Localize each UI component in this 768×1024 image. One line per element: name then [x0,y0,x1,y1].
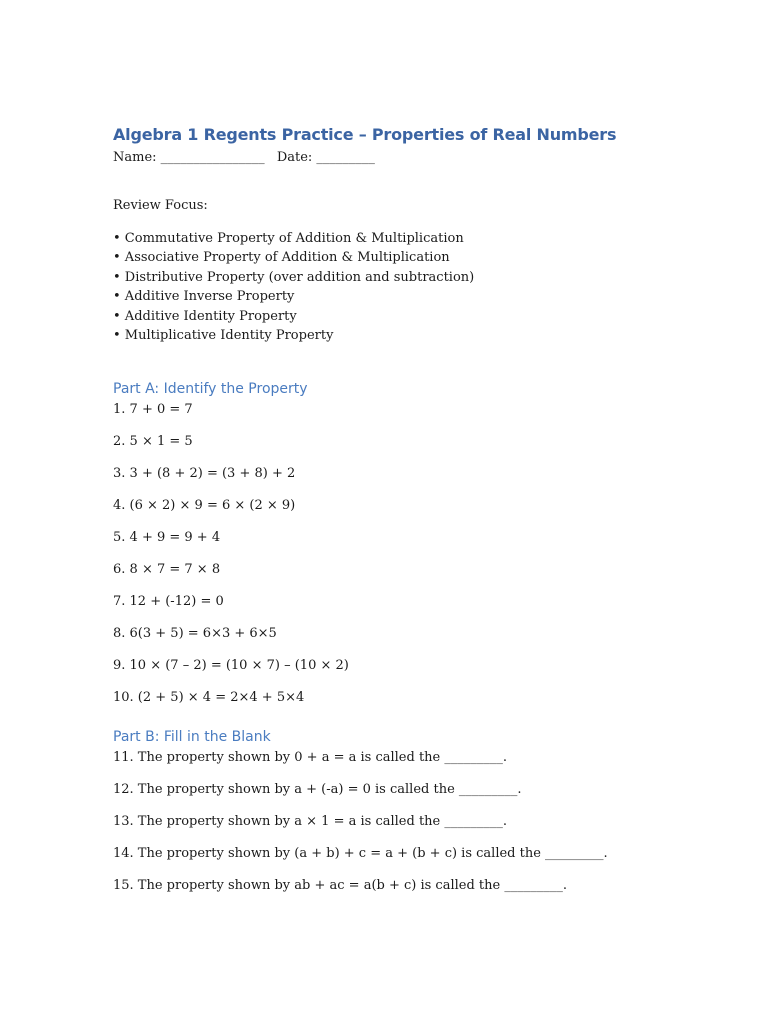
name-date-line [113,149,713,167]
worksheet-page [113,124,713,909]
focus-item: • Commutative Property of Addition & Multiplication [113,231,464,246]
problem-item: 14. The property shown by (a + b) + c = a + (b + c) is called the _________. [113,846,608,862]
problem-item: 8. 6(3 + 5) = 6×3 + 6×5 [113,626,277,642]
problem-item: 7. 12 + (-12) = 0 [113,594,224,610]
problem-item: 10. (2 + 5) × 4 = 2×4 + 5×4 [113,690,305,706]
review-focus-list [113,229,713,345]
problem-item: 2. 5 × 1 = 5 [113,434,193,450]
part-b-heading: Part B: Fill in the Blank [113,729,271,746]
problem-item: 13. The property shown by a × 1 = a is called the _________. [113,814,507,830]
name-field-label: Name: ________________ [113,150,265,165]
problem-item: 3. 3 + (8 + 2) = (3 + 8) + 2 [113,466,296,482]
review-focus-label: Review Focus: [113,198,208,213]
page-title: Algebra 1 Regents Practice – Properties of Real Numbers [113,125,617,144]
problem-item: 15. The property shown by ab + ac = a(b + c) is called the _________. [113,878,567,894]
part-a-heading: Part A: Identify the Property [113,381,308,398]
date-field-label: Date: _________ [276,150,375,165]
problem-item: 11. The property shown by 0 + a = a is called the _________. [113,750,507,766]
part-b-problem-list [113,749,713,909]
problem-item: 9. 10 × (7 – 2) = (10 × 7) – (10 × 2) [113,658,349,674]
problem-item: 5. 4 + 9 = 9 + 4 [113,530,221,546]
problem-item: 1. 7 + 0 = 7 [113,402,193,418]
focus-item: • Distributive Property (over addition and subtraction) [113,269,475,285]
problem-item: 12. The property shown by a + (-a) = 0 is called the _________. [113,782,522,798]
focus-item: • Multiplicative Identity Property [113,328,334,344]
focus-item: • Additive Identity Property [113,308,297,324]
problem-item: 4. (6 × 2) × 9 = 6 × (2 × 9) [113,498,296,514]
focus-item: • Associative Property of Addition & Multiplication [113,250,450,266]
focus-item: • Additive Inverse Property [113,289,295,305]
problem-item: 6. 8 × 7 = 7 × 8 [113,562,221,578]
part-a-problem-list [113,401,713,721]
